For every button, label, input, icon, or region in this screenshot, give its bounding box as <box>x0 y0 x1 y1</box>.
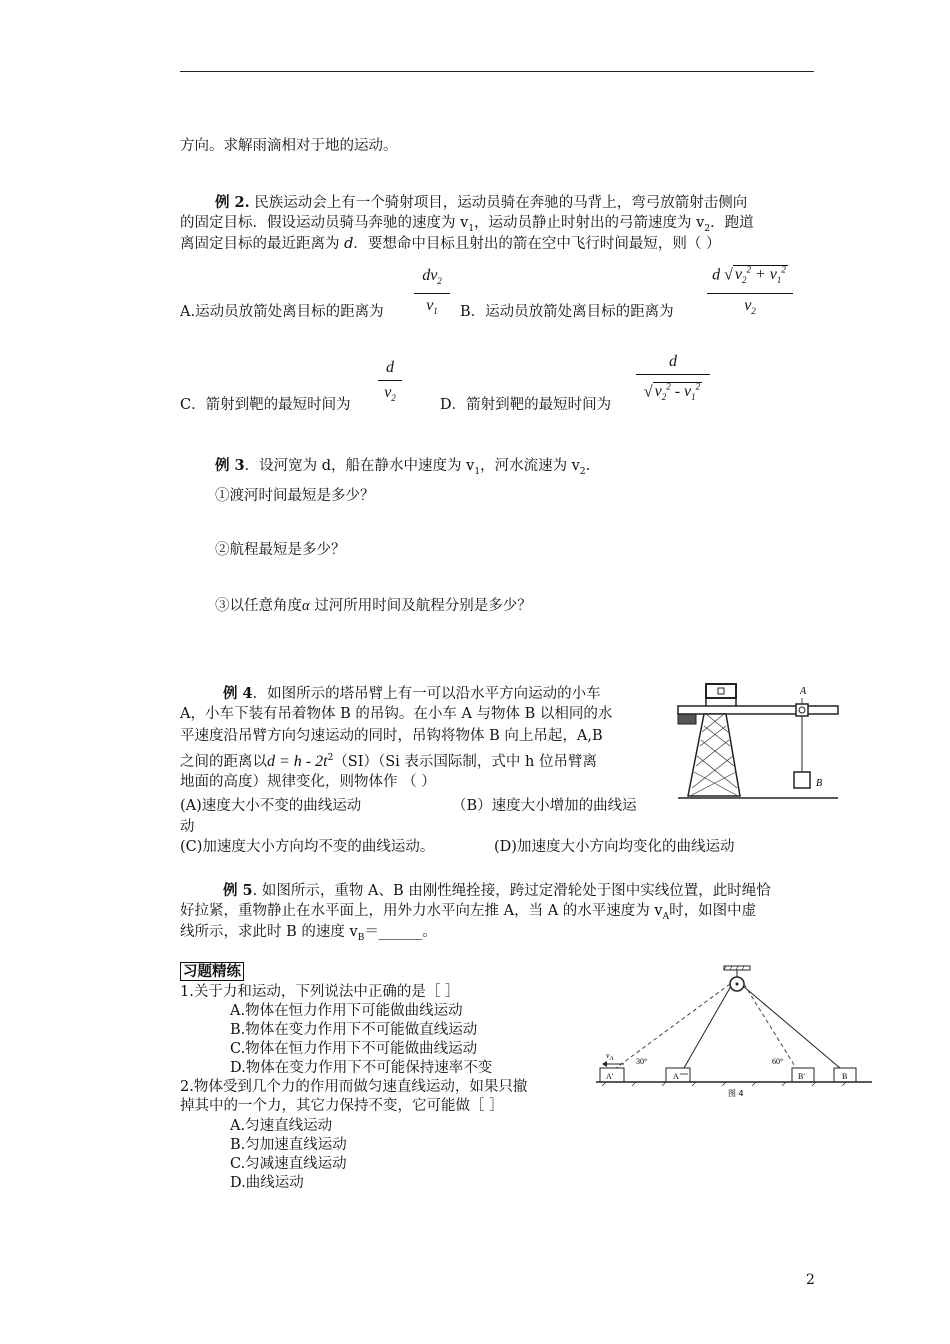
practice-q2-d: D.曲线运动 <box>230 1175 304 1191</box>
practice-q2-c: C.匀减速直线运动 <box>230 1156 347 1172</box>
ex4-option-c: (C)加速度大小方向均不变的曲线运动。 <box>180 839 435 855</box>
block-a-prime: A' <box>606 1072 614 1081</box>
crane-figure <box>676 676 840 806</box>
page-number: 2 <box>806 1272 815 1288</box>
ex2-option-a: A.运动员放箭处离目标的距离为 <box>180 304 384 320</box>
ex3-line: 例 3．设河宽为 d，船在静水中速度为 $v_1$，河水流速为 $v_2$. <box>215 457 591 477</box>
crane-label-a: A <box>800 686 807 697</box>
crane-label-b: B <box>816 778 823 789</box>
practice-q1-a: A.物体在恒力作用下可能做曲线运动 <box>230 1003 463 1019</box>
ex4-option-a: (A)速度大小不变的曲线运动 <box>180 798 362 814</box>
velocity-label: $v_A$ <box>606 1051 614 1062</box>
ex3-question-2: ②航程最短是多少？ <box>215 542 346 558</box>
practice-q1-b: B.物体在变力作用下不可能做直线运动 <box>230 1022 478 1038</box>
figure-caption: 图 4 <box>728 1089 744 1098</box>
ex4-line2: A，小车下装有吊着物体 B 的吊钩。在小车 A 与物体 B 以相同的水 <box>180 706 613 722</box>
ex4-line4: 之间的距离以$d = h - 2t^2(SI)(Si$ 表示国际制，式中 h 位吊臂离 <box>180 752 597 770</box>
angle-30: 30° <box>636 1057 648 1066</box>
practice-q2-line1: 2.物体受到几个力的作用而做匀速直线运动，如果只撤 <box>180 1079 528 1095</box>
practice-q1-d: D.物体在变力作用下不可能保持速率不变 <box>230 1060 493 1076</box>
ex2-line3: 离固定目标的最近距离为 d．要想命中目标且射出的箭在空中飞行时间最短，则（ ） <box>180 236 721 252</box>
block-a: A <box>673 1072 679 1081</box>
ex2-fraction-d: d √ $v_2^2 - v_1^2$ <box>636 352 710 408</box>
practice-q1-c: C.物体在恒力作用下不可能做曲线运动 <box>230 1041 478 1057</box>
angle-60: 60° <box>772 1057 784 1066</box>
ex2-fraction-c: d $v_2$ <box>378 358 402 408</box>
ex5-line3: 线所示，求此时 B 的速度 $v_B=\_\_\_\_\_\_$。 <box>180 924 437 943</box>
ex4-line5: 地面的高度）规律变化，则物体作 （ ） <box>180 774 436 790</box>
block-b: B <box>842 1072 848 1081</box>
ex2-line1: 例 2. 民族运动会上有一个骑射项目，运动员骑在奔驰的马背上，弯弓放箭射击侧向 <box>215 194 748 211</box>
ex2-option-d: D．箭射到靶的最短时间为 <box>440 397 612 413</box>
ex3-question-3: ③以任意角度α 过河所用时间及航程分别是多少？ <box>215 598 532 614</box>
pulley-figure <box>596 964 872 1102</box>
ex4-option-b: （B）速度大小增加的曲线运 <box>452 798 637 814</box>
practice-q2-b: B.匀加速直线运动 <box>230 1137 347 1153</box>
ex3-question-1: ①渡河时间最短是多少？ <box>215 488 375 504</box>
ex2-option-c: C．箭射到靶的最短时间为 <box>180 397 351 413</box>
ex2-option-b: B．运动员放箭处离目标的距离为 <box>460 304 674 320</box>
ex2-line2: 的固定目标．假设运动员骑马奔驰的速度为 $v_1$，运动员静止时射出的弓箭速度为 $v_2$．跑道 <box>180 215 754 234</box>
continued-text: 方向。求解雨滴相对于地的运动。 <box>180 138 398 154</box>
ex5-line2: 好拉紧，重物静止在水平面上，用外力水平向左推 A，当 A 的水平速度为 $v_A$时，如图中虚 <box>180 903 757 922</box>
ex4-option-b-cont: 动 <box>180 819 195 835</box>
ex4-line1: 例 4．如图所示的塔吊臂上有一可以沿水平方向运动的小车 <box>223 685 601 702</box>
practice-q2-a: A.匀速直线运动 <box>230 1118 333 1134</box>
practice-q1: 1.关于力和运动，下列说法中正确的是［ ］ <box>180 984 460 1000</box>
header-rule <box>180 71 814 72</box>
practice-q2-line2: 掉其中的一个力，其它力保持不变，它可能做［ ］ <box>180 1098 504 1114</box>
ex4-line3: 平速度沿吊臂方向匀速运动的同时，吊钩将物体 B 向上吊起，A,B <box>180 728 603 744</box>
ex5-line1: 例 5. 如图所示，重物 A、B 由刚性绳拴接，跨过定滑轮处于图中实线位置，此时绳恰 <box>223 882 771 899</box>
practice-title: 习题精练 <box>180 961 244 983</box>
ex2-fraction-b: d √ $v_2^2 + v_1^2$ $v_2$ <box>707 260 793 321</box>
ex4-option-d: (D)加速度大小方向均变化的曲线运动 <box>494 839 735 855</box>
ex2-fraction-a: $dv_2$ $v_1$ <box>414 266 450 321</box>
block-b-prime: B' <box>798 1072 805 1081</box>
